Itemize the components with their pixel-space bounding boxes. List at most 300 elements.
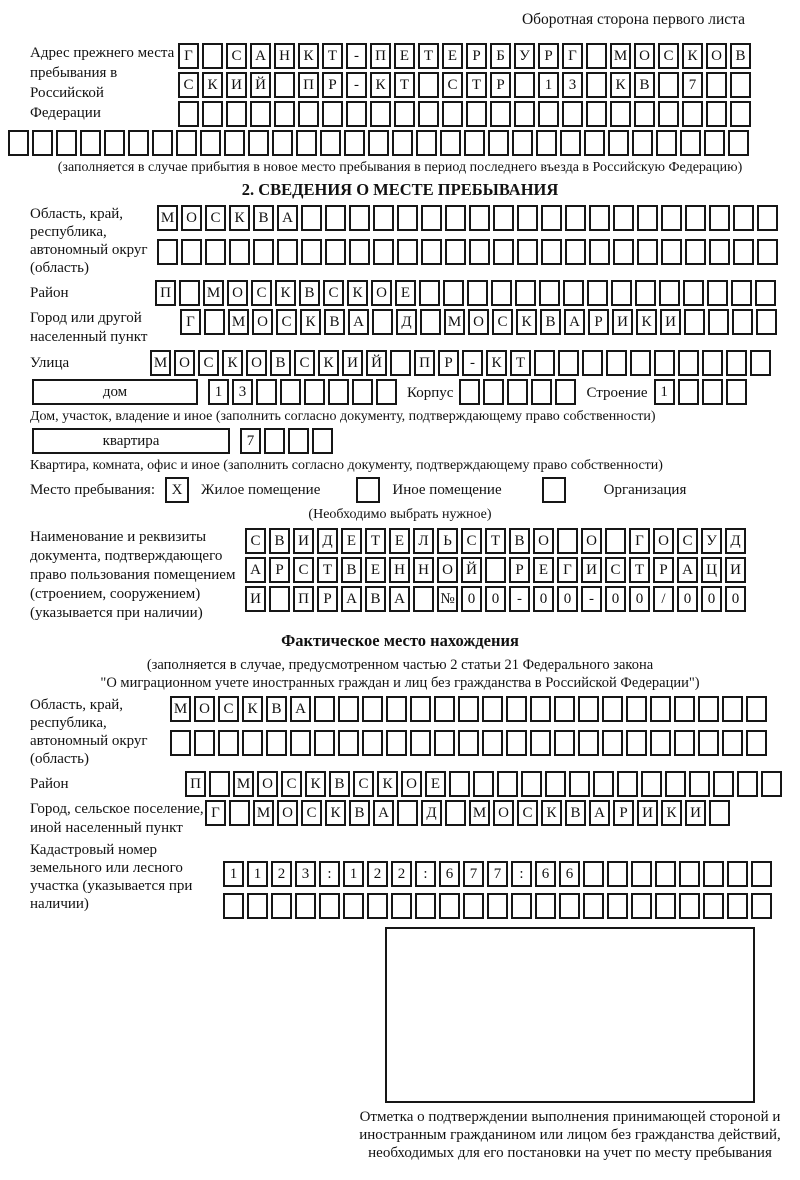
char-cell[interactable] <box>445 205 466 231</box>
char-cell[interactable]: К <box>541 800 562 826</box>
char-cell[interactable] <box>756 309 777 335</box>
char-cell[interactable]: С <box>301 800 322 826</box>
char-cell[interactable] <box>654 350 675 376</box>
char-cell[interactable]: П <box>298 72 319 98</box>
char-cell[interactable] <box>445 239 466 265</box>
char-cell[interactable] <box>349 205 370 231</box>
char-cell[interactable] <box>757 239 778 265</box>
char-cell[interactable]: Т <box>365 528 386 554</box>
char-cell[interactable] <box>511 893 532 919</box>
char-cell[interactable]: О <box>533 528 554 554</box>
char-cell[interactable]: С <box>226 43 247 69</box>
checkbox-organization[interactable] <box>542 477 566 503</box>
char-cell[interactable] <box>555 379 576 405</box>
char-cell[interactable] <box>679 861 700 887</box>
char-cell[interactable]: Д <box>421 800 442 826</box>
char-cell[interactable]: 6 <box>559 861 580 887</box>
char-cell[interactable]: 0 <box>605 586 626 612</box>
char-cell[interactable] <box>650 730 671 756</box>
char-cell[interactable] <box>707 280 728 306</box>
char-cell[interactable] <box>706 72 727 98</box>
char-cell[interactable]: 1 <box>223 861 244 887</box>
char-cell[interactable] <box>372 309 393 335</box>
char-cell[interactable]: М <box>157 205 178 231</box>
char-cell[interactable]: И <box>725 557 746 583</box>
char-cell[interactable]: Р <box>490 72 511 98</box>
char-cell[interactable] <box>272 130 293 156</box>
char-cell[interactable]: И <box>342 350 363 376</box>
char-cell[interactable]: С <box>461 528 482 554</box>
char-cell[interactable]: 1 <box>208 379 229 405</box>
char-cell[interactable]: А <box>677 557 698 583</box>
char-cell[interactable] <box>490 101 511 127</box>
char-cell[interactable]: 7 <box>240 428 261 454</box>
char-cell[interactable] <box>722 696 743 722</box>
char-cell[interactable]: 2 <box>391 861 412 887</box>
char-cell[interactable] <box>443 280 464 306</box>
char-cell[interactable]: - <box>462 350 483 376</box>
char-cell[interactable] <box>557 528 578 554</box>
char-cell[interactable]: : <box>319 861 340 887</box>
char-cell[interactable]: Т <box>317 557 338 583</box>
char-cell[interactable] <box>250 101 271 127</box>
char-cell[interactable]: С <box>276 309 297 335</box>
char-cell[interactable] <box>202 101 223 127</box>
char-cell[interactable] <box>578 730 599 756</box>
char-cell[interactable] <box>482 696 503 722</box>
char-cell[interactable] <box>661 239 682 265</box>
char-cell[interactable] <box>224 130 245 156</box>
char-cell[interactable] <box>583 861 604 887</box>
char-cell[interactable] <box>559 893 580 919</box>
char-cell[interactable] <box>536 130 557 156</box>
char-cell[interactable]: В <box>299 280 320 306</box>
char-cell[interactable]: Ь <box>437 528 458 554</box>
char-cell[interactable] <box>637 205 658 231</box>
char-cell[interactable] <box>104 130 125 156</box>
char-cell[interactable] <box>641 771 662 797</box>
char-cell[interactable] <box>560 130 581 156</box>
char-cell[interactable] <box>512 130 533 156</box>
char-cell[interactable]: Н <box>413 557 434 583</box>
char-cell[interactable]: № <box>437 586 458 612</box>
char-cell[interactable]: Г <box>562 43 583 69</box>
char-cell[interactable] <box>392 130 413 156</box>
char-cell[interactable]: А <box>277 205 298 231</box>
char-cell[interactable] <box>269 586 290 612</box>
char-cell[interactable] <box>274 72 295 98</box>
char-cell[interactable] <box>416 130 437 156</box>
char-cell[interactable]: Е <box>365 557 386 583</box>
char-cell[interactable] <box>593 771 614 797</box>
char-cell[interactable] <box>271 893 292 919</box>
char-cell[interactable]: Б <box>490 43 511 69</box>
house-object-type-box[interactable]: дом <box>32 379 198 405</box>
char-cell[interactable] <box>610 101 631 127</box>
char-cell[interactable] <box>683 280 704 306</box>
char-cell[interactable]: 1 <box>538 72 559 98</box>
char-cell[interactable]: В <box>324 309 345 335</box>
char-cell[interactable]: В <box>266 696 287 722</box>
char-cell[interactable] <box>442 101 463 127</box>
char-cell[interactable]: К <box>229 205 250 231</box>
char-cell[interactable]: С <box>492 309 513 335</box>
char-cell[interactable] <box>750 350 771 376</box>
char-cell[interactable]: К <box>305 771 326 797</box>
char-cell[interactable] <box>343 893 364 919</box>
char-cell[interactable] <box>338 696 359 722</box>
char-cell[interactable]: И <box>685 800 706 826</box>
char-cell[interactable]: С <box>294 350 315 376</box>
char-cell[interactable] <box>665 771 686 797</box>
char-cell[interactable] <box>506 696 527 722</box>
char-cell[interactable] <box>722 730 743 756</box>
char-cell[interactable] <box>602 730 623 756</box>
char-cell[interactable] <box>617 771 638 797</box>
char-cell[interactable]: 3 <box>562 72 583 98</box>
char-cell[interactable] <box>586 43 607 69</box>
char-cell[interactable] <box>488 130 509 156</box>
char-cell[interactable]: А <box>564 309 585 335</box>
char-cell[interactable]: А <box>348 309 369 335</box>
char-cell[interactable] <box>584 130 605 156</box>
char-cell[interactable] <box>157 239 178 265</box>
char-cell[interactable]: П <box>155 280 176 306</box>
char-cell[interactable] <box>698 696 719 722</box>
char-cell[interactable] <box>464 130 485 156</box>
char-cell[interactable]: Т <box>322 43 343 69</box>
char-cell[interactable] <box>493 239 514 265</box>
char-cell[interactable] <box>288 428 309 454</box>
char-cell[interactable]: 7 <box>682 72 703 98</box>
char-cell[interactable]: - <box>509 586 530 612</box>
char-cell[interactable]: Е <box>394 43 415 69</box>
char-cell[interactable]: Й <box>250 72 271 98</box>
char-cell[interactable] <box>420 309 441 335</box>
char-cell[interactable] <box>514 101 535 127</box>
char-cell[interactable]: И <box>660 309 681 335</box>
char-cell[interactable] <box>152 130 173 156</box>
char-cell[interactable] <box>631 893 652 919</box>
char-cell[interactable] <box>491 280 512 306</box>
char-cell[interactable] <box>608 130 629 156</box>
char-cell[interactable] <box>487 893 508 919</box>
char-cell[interactable] <box>223 893 244 919</box>
char-cell[interactable]: М <box>469 800 490 826</box>
char-cell[interactable] <box>751 893 772 919</box>
char-cell[interactable]: 0 <box>485 586 506 612</box>
char-cell[interactable] <box>298 101 319 127</box>
char-cell[interactable] <box>473 771 494 797</box>
char-cell[interactable]: В <box>269 528 290 554</box>
char-cell[interactable]: В <box>730 43 751 69</box>
char-cell[interactable] <box>606 350 627 376</box>
char-cell[interactable] <box>469 205 490 231</box>
char-cell[interactable] <box>586 72 607 98</box>
char-cell[interactable]: С <box>323 280 344 306</box>
char-cell[interactable] <box>709 239 730 265</box>
char-cell[interactable] <box>737 771 758 797</box>
char-cell[interactable] <box>415 893 436 919</box>
char-cell[interactable] <box>170 730 191 756</box>
char-cell[interactable]: 3 <box>295 861 316 887</box>
char-cell[interactable] <box>319 893 340 919</box>
char-cell[interactable] <box>445 800 466 826</box>
char-cell[interactable]: О <box>181 205 202 231</box>
char-cell[interactable] <box>204 309 225 335</box>
char-cell[interactable]: Т <box>510 350 531 376</box>
char-cell[interactable]: Р <box>322 72 343 98</box>
char-cell[interactable]: 0 <box>557 586 578 612</box>
char-cell[interactable] <box>650 696 671 722</box>
char-cell[interactable]: А <box>245 557 266 583</box>
char-cell[interactable]: С <box>677 528 698 554</box>
char-cell[interactable]: К <box>486 350 507 376</box>
char-cell[interactable]: М <box>610 43 631 69</box>
char-cell[interactable] <box>229 800 250 826</box>
char-cell[interactable]: Е <box>389 528 410 554</box>
char-cell[interactable]: П <box>370 43 391 69</box>
char-cell[interactable]: Р <box>509 557 530 583</box>
char-cell[interactable]: М <box>233 771 254 797</box>
char-cell[interactable]: К <box>202 72 223 98</box>
char-cell[interactable]: В <box>634 72 655 98</box>
char-cell[interactable] <box>397 239 418 265</box>
char-cell[interactable]: Г <box>557 557 578 583</box>
char-cell[interactable] <box>655 861 676 887</box>
char-cell[interactable] <box>362 730 383 756</box>
char-cell[interactable]: С <box>205 205 226 231</box>
char-cell[interactable] <box>751 861 772 887</box>
char-cell[interactable] <box>128 130 149 156</box>
char-cell[interactable]: В <box>270 350 291 376</box>
char-cell[interactable]: К <box>347 280 368 306</box>
char-cell[interactable]: О <box>227 280 248 306</box>
char-cell[interactable] <box>410 730 431 756</box>
char-cell[interactable]: 0 <box>677 586 698 612</box>
char-cell[interactable]: А <box>373 800 394 826</box>
char-cell[interactable] <box>563 280 584 306</box>
char-cell[interactable]: Н <box>274 43 295 69</box>
char-cell[interactable]: 7 <box>487 861 508 887</box>
char-cell[interactable]: К <box>610 72 631 98</box>
char-cell[interactable] <box>194 730 215 756</box>
char-cell[interactable]: П <box>414 350 435 376</box>
char-cell[interactable]: - <box>346 72 367 98</box>
char-cell[interactable]: 0 <box>629 586 650 612</box>
char-cell[interactable] <box>320 130 341 156</box>
char-cell[interactable] <box>391 893 412 919</box>
char-cell[interactable] <box>578 696 599 722</box>
char-cell[interactable] <box>730 72 751 98</box>
char-cell[interactable]: В <box>540 309 561 335</box>
char-cell[interactable] <box>434 730 455 756</box>
char-cell[interactable]: С <box>658 43 679 69</box>
char-cell[interactable]: О <box>581 528 602 554</box>
char-cell[interactable] <box>702 379 723 405</box>
char-cell[interactable]: К <box>275 280 296 306</box>
char-cell[interactable] <box>386 730 407 756</box>
char-cell[interactable]: О <box>257 771 278 797</box>
char-cell[interactable] <box>274 101 295 127</box>
char-cell[interactable]: Д <box>317 528 338 554</box>
char-cell[interactable]: Р <box>466 43 487 69</box>
char-cell[interactable] <box>418 101 439 127</box>
char-cell[interactable]: А <box>250 43 271 69</box>
char-cell[interactable] <box>304 379 325 405</box>
char-cell[interactable] <box>708 309 729 335</box>
char-cell[interactable]: Т <box>485 528 506 554</box>
char-cell[interactable] <box>200 130 221 156</box>
char-cell[interactable]: О <box>468 309 489 335</box>
char-cell[interactable] <box>515 280 536 306</box>
char-cell[interactable]: С <box>251 280 272 306</box>
char-cell[interactable] <box>218 730 239 756</box>
char-cell[interactable]: С <box>517 800 538 826</box>
char-cell[interactable] <box>587 280 608 306</box>
char-cell[interactable] <box>80 130 101 156</box>
char-cell[interactable] <box>434 696 455 722</box>
char-cell[interactable]: И <box>226 72 247 98</box>
char-cell[interactable] <box>761 771 782 797</box>
char-cell[interactable] <box>607 861 628 887</box>
char-cell[interactable] <box>467 280 488 306</box>
char-cell[interactable] <box>517 205 538 231</box>
char-cell[interactable]: Е <box>425 771 446 797</box>
char-cell[interactable]: С <box>178 72 199 98</box>
char-cell[interactable] <box>178 101 199 127</box>
char-cell[interactable]: Р <box>613 800 634 826</box>
char-cell[interactable] <box>698 730 719 756</box>
char-cell[interactable]: / <box>653 586 674 612</box>
char-cell[interactable] <box>703 861 724 887</box>
char-cell[interactable]: Р <box>269 557 290 583</box>
char-cell[interactable]: К <box>377 771 398 797</box>
char-cell[interactable]: М <box>253 800 274 826</box>
char-cell[interactable] <box>463 893 484 919</box>
char-cell[interactable]: У <box>514 43 535 69</box>
char-cell[interactable] <box>554 730 575 756</box>
char-cell[interactable]: К <box>242 696 263 722</box>
char-cell[interactable]: А <box>389 586 410 612</box>
char-cell[interactable] <box>632 130 653 156</box>
char-cell[interactable]: Т <box>466 72 487 98</box>
char-cell[interactable] <box>248 130 269 156</box>
char-cell[interactable] <box>531 379 552 405</box>
char-cell[interactable] <box>229 239 250 265</box>
char-cell[interactable]: К <box>516 309 537 335</box>
char-cell[interactable]: Е <box>533 557 554 583</box>
char-cell[interactable] <box>266 730 287 756</box>
char-cell[interactable] <box>439 893 460 919</box>
char-cell[interactable] <box>56 130 77 156</box>
char-cell[interactable] <box>728 130 749 156</box>
char-cell[interactable] <box>314 730 335 756</box>
char-cell[interactable]: П <box>185 771 206 797</box>
char-cell[interactable]: О <box>634 43 655 69</box>
char-cell[interactable]: Д <box>725 528 746 554</box>
char-cell[interactable] <box>368 130 389 156</box>
char-cell[interactable]: 6 <box>535 861 556 887</box>
char-cell[interactable] <box>583 893 604 919</box>
char-cell[interactable]: 2 <box>271 861 292 887</box>
char-cell[interactable]: Г <box>180 309 201 335</box>
char-cell[interactable] <box>397 800 418 826</box>
char-cell[interactable] <box>349 239 370 265</box>
char-cell[interactable] <box>565 239 586 265</box>
char-cell[interactable]: 1 <box>247 861 268 887</box>
char-cell[interactable]: П <box>293 586 314 612</box>
char-cell[interactable]: А <box>589 800 610 826</box>
char-cell[interactable] <box>658 72 679 98</box>
char-cell[interactable]: С <box>198 350 219 376</box>
char-cell[interactable] <box>545 771 566 797</box>
char-cell[interactable] <box>179 280 200 306</box>
char-cell[interactable] <box>727 861 748 887</box>
char-cell[interactable] <box>301 205 322 231</box>
char-cell[interactable] <box>376 379 397 405</box>
char-cell[interactable]: 0 <box>533 586 554 612</box>
char-cell[interactable]: В <box>329 771 350 797</box>
char-cell[interactable]: Р <box>588 309 609 335</box>
char-cell[interactable] <box>344 130 365 156</box>
char-cell[interactable]: И <box>581 557 602 583</box>
char-cell[interactable]: К <box>325 800 346 826</box>
char-cell[interactable]: 7 <box>463 861 484 887</box>
char-cell[interactable] <box>485 557 506 583</box>
char-cell[interactable] <box>352 379 373 405</box>
char-cell[interactable]: 6 <box>439 861 460 887</box>
char-cell[interactable]: Р <box>438 350 459 376</box>
char-cell[interactable] <box>656 130 677 156</box>
char-cell[interactable] <box>658 101 679 127</box>
char-cell[interactable]: 0 <box>701 586 722 612</box>
char-cell[interactable]: : <box>415 861 436 887</box>
char-cell[interactable]: С <box>605 557 626 583</box>
char-cell[interactable] <box>514 72 535 98</box>
char-cell[interactable] <box>8 130 29 156</box>
char-cell[interactable]: М <box>228 309 249 335</box>
char-cell[interactable] <box>538 101 559 127</box>
char-cell[interactable]: К <box>636 309 657 335</box>
char-cell[interactable] <box>726 379 747 405</box>
char-cell[interactable] <box>661 205 682 231</box>
char-cell[interactable] <box>493 205 514 231</box>
char-cell[interactable]: М <box>170 696 191 722</box>
char-cell[interactable] <box>458 730 479 756</box>
char-cell[interactable]: О <box>277 800 298 826</box>
char-cell[interactable]: Р <box>653 557 674 583</box>
char-cell[interactable]: К <box>661 800 682 826</box>
char-cell[interactable]: И <box>293 528 314 554</box>
char-cell[interactable] <box>602 696 623 722</box>
char-cell[interactable]: Г <box>629 528 650 554</box>
char-cell[interactable] <box>530 730 551 756</box>
char-cell[interactable] <box>421 239 442 265</box>
char-cell[interactable] <box>205 239 226 265</box>
char-cell[interactable] <box>682 101 703 127</box>
char-cell[interactable]: М <box>444 309 465 335</box>
char-cell[interactable]: И <box>245 586 266 612</box>
char-cell[interactable]: О <box>401 771 422 797</box>
char-cell[interactable] <box>685 239 706 265</box>
char-cell[interactable] <box>582 350 603 376</box>
char-cell[interactable]: В <box>341 557 362 583</box>
char-cell[interactable]: В <box>509 528 530 554</box>
char-cell[interactable]: 1 <box>654 379 675 405</box>
char-cell[interactable]: С <box>245 528 266 554</box>
char-cell[interactable]: Й <box>366 350 387 376</box>
